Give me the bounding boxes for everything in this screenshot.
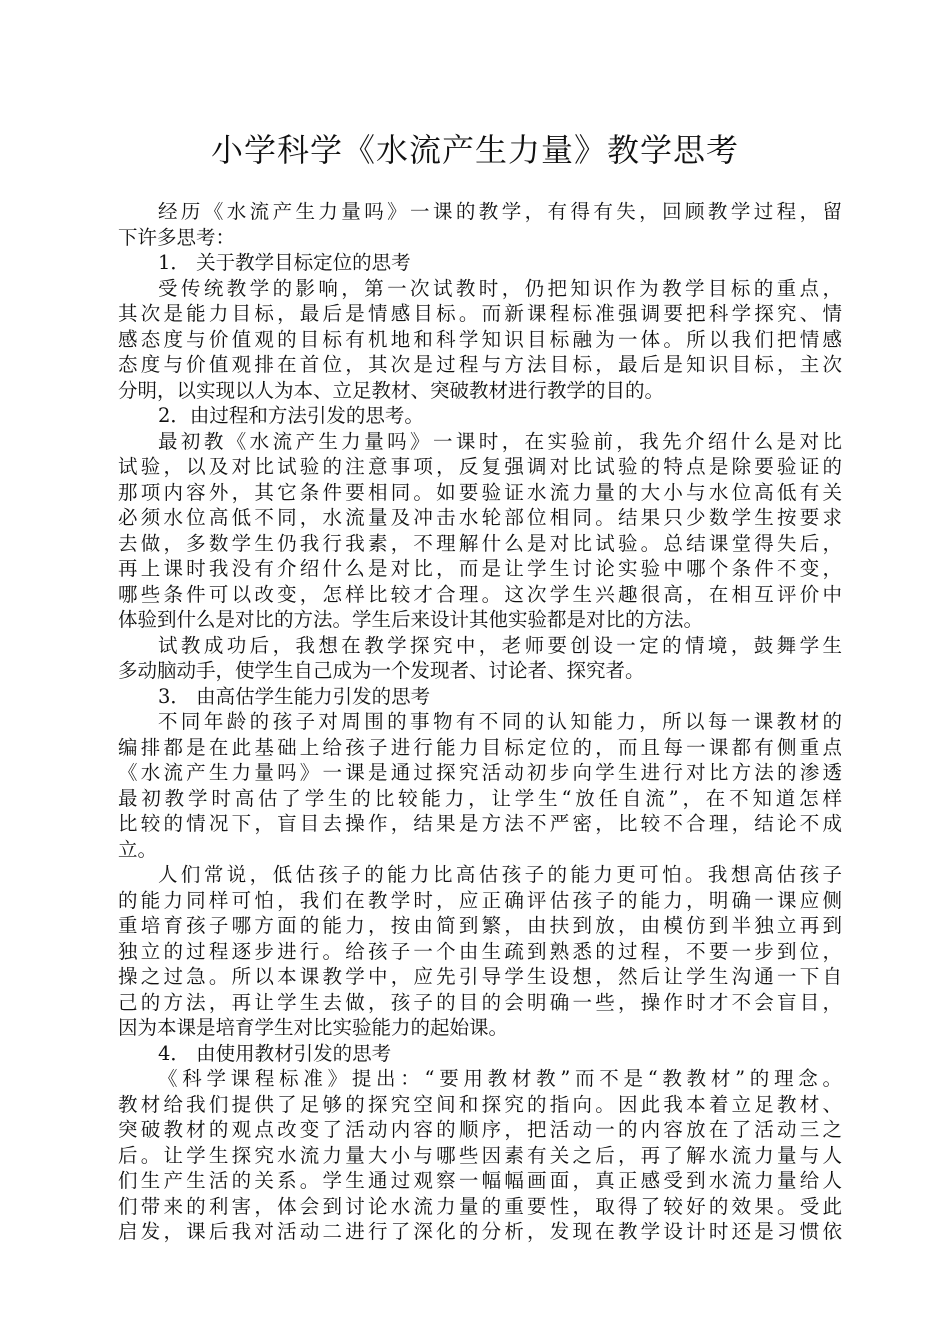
section-heading: 4． 由使用教材引发的思考 xyxy=(158,1041,392,1065)
paragraph-line: 后。让学生探究水流力量大小与哪些因素有关之后，再了解水流力量与人 xyxy=(118,1143,842,1167)
paragraph-line: 人们常说，低估孩子的能力比高估孩子的能力更可怕。我想高估孩子 xyxy=(158,863,842,886)
paragraph-line: 试验，以及对比试验的注意事项，反复强调对比试验的特点是除要验证的 xyxy=(118,455,842,478)
section-heading: 2．由过程和方法引发的思考。 xyxy=(158,404,424,427)
paragraph-line: 下许多思考： xyxy=(118,225,236,249)
paragraph-line: 启发，课后我对活动二进行了深化的分析，发现在教学设计时还是习惯依 xyxy=(118,1220,842,1243)
paragraph-line: 态度与价值观排在首位，其次是过程与方法目标，最后是知识目标，主次 xyxy=(118,353,842,376)
paragraph-line: 己的方法，再让学生去做，孩子的目的会明确一些，操作时才不会盲目， xyxy=(118,990,842,1014)
document-title: 小学科学《水流产生力量》教学思考 xyxy=(210,131,739,169)
paragraph-line: 必须水位高低不同，水流量及冲击水轮部位相同。结果只少数学生按要求 xyxy=(118,506,842,529)
paragraph-line: 因为本课是培育学生对比实验能力的起始课。 xyxy=(118,1016,509,1039)
paragraph-line: 重培育孩子哪方面的能力，按由简到繁，由扶到放，由模仿到半独立再到 xyxy=(118,914,842,937)
section-heading: 1． 关于教学目标定位的思考 xyxy=(158,251,411,274)
paragraph-line: 的能力同样可怕，我们在教学时，应正确评估孩子的能力，明确一课应侧 xyxy=(118,888,842,912)
paragraph-line: 分明，以实现以人为本、立足教材、突破教材进行教学的目的。 xyxy=(118,378,665,402)
paragraph-line: 操之过急。所以本课教学中，应先引导学生设想，然后让学生沟通一下自 xyxy=(118,965,842,988)
paragraph-line: 教材给我们提供了足够的探究空间和探究的指向。因此我本着立足教材、 xyxy=(118,1092,842,1116)
paragraph-line: 突破教材的观点改变了活动内容的顺序，把活动一的内容放在了活动三之 xyxy=(118,1118,842,1141)
section-heading: 3． 由高估学生能力引发的思考 xyxy=(158,684,431,708)
paragraph-line: 《水流产生力量吗》一课是通过探究活动初步向学生进行对比方法的渗透 xyxy=(118,761,842,784)
paragraph-line: 最初教学时高估了学生的比较能力，让学生“放任自流”，在不知道怎样 xyxy=(118,786,842,810)
paragraph-line: 再上课时我没有介绍什么是对比，而是让学生讨论实验中哪个条件不变， xyxy=(118,557,842,580)
paragraph-line: 们生产生活的关系。学生通过观察一幅幅画面，真正感受到水流力量给人 xyxy=(118,1169,842,1192)
paragraph-line: 不同年龄的孩子对周围的事物有不同的认知能力，所以每一课教材的 xyxy=(158,710,842,733)
paragraph-line: 那项内容外，其它条件要相同。如要验证水流力量的大小与水位高低有关 xyxy=(118,480,842,504)
paragraph-line: 比较的情况下，盲目去操作，结果是方法不严密，比较不合理，结论不成 xyxy=(118,812,842,835)
paragraph-line: 多动脑动手，使学生自己成为一个发现者、讨论者、探究者。 xyxy=(118,659,645,682)
paragraph-line: 其次是能力目标，最后是情感目标。而新课程标准强调要把科学探究、情 xyxy=(118,302,842,325)
paragraph-line: 经历《水流产生力量吗》一课的教学，有得有失，回顾教学过程，留 xyxy=(158,200,842,223)
paragraph-line: 最初教《水流产生力量吗》一课时，在实验前，我先介绍什么是对比 xyxy=(158,429,842,453)
document-body xyxy=(118,199,842,1245)
paragraph-line: 立。 xyxy=(118,837,158,861)
paragraph-line: 们带来的利害，体会到讨论水流力量的重要性，取得了较好的效果。受此 xyxy=(118,1194,842,1218)
paragraph-line: 编排都是在此基础上给孩子进行能力目标定位的，而且每一课都有侧重点 xyxy=(118,735,842,759)
paragraph-line: 体验到什么是对比的方法。学生后来设计其他实验都是对比的方法。 xyxy=(118,608,704,631)
paragraph-line: 受传统教学的影响，第一次试教时，仍把知识作为教学目标的重点， xyxy=(158,276,842,300)
paragraph-line: 试教成功后，我想在教学探究中，老师要创设一定的情境，鼓舞学生 xyxy=(158,633,842,657)
paragraph-line: 去做，多数学生仍我行我素，不理解什么是对比试验。总结课堂得失后， xyxy=(118,531,842,555)
paragraph-line: 哪些条件可以改变，怎样比较才合理。这次学生兴趣很高，在相互评价中 xyxy=(118,582,842,606)
paragraph-line: 感态度与价值观的目标有机地和科学知识目标融为一体。所以我们把情感 xyxy=(118,327,842,351)
paragraph-line: 《科学课程标准》提出：“要用教材教”而不是“教教材”的理念。 xyxy=(158,1067,842,1090)
paragraph-line: 独立的过程逐步进行。给孩子一个由生疏到熟悉的过程，不要一步到位， xyxy=(118,939,842,963)
